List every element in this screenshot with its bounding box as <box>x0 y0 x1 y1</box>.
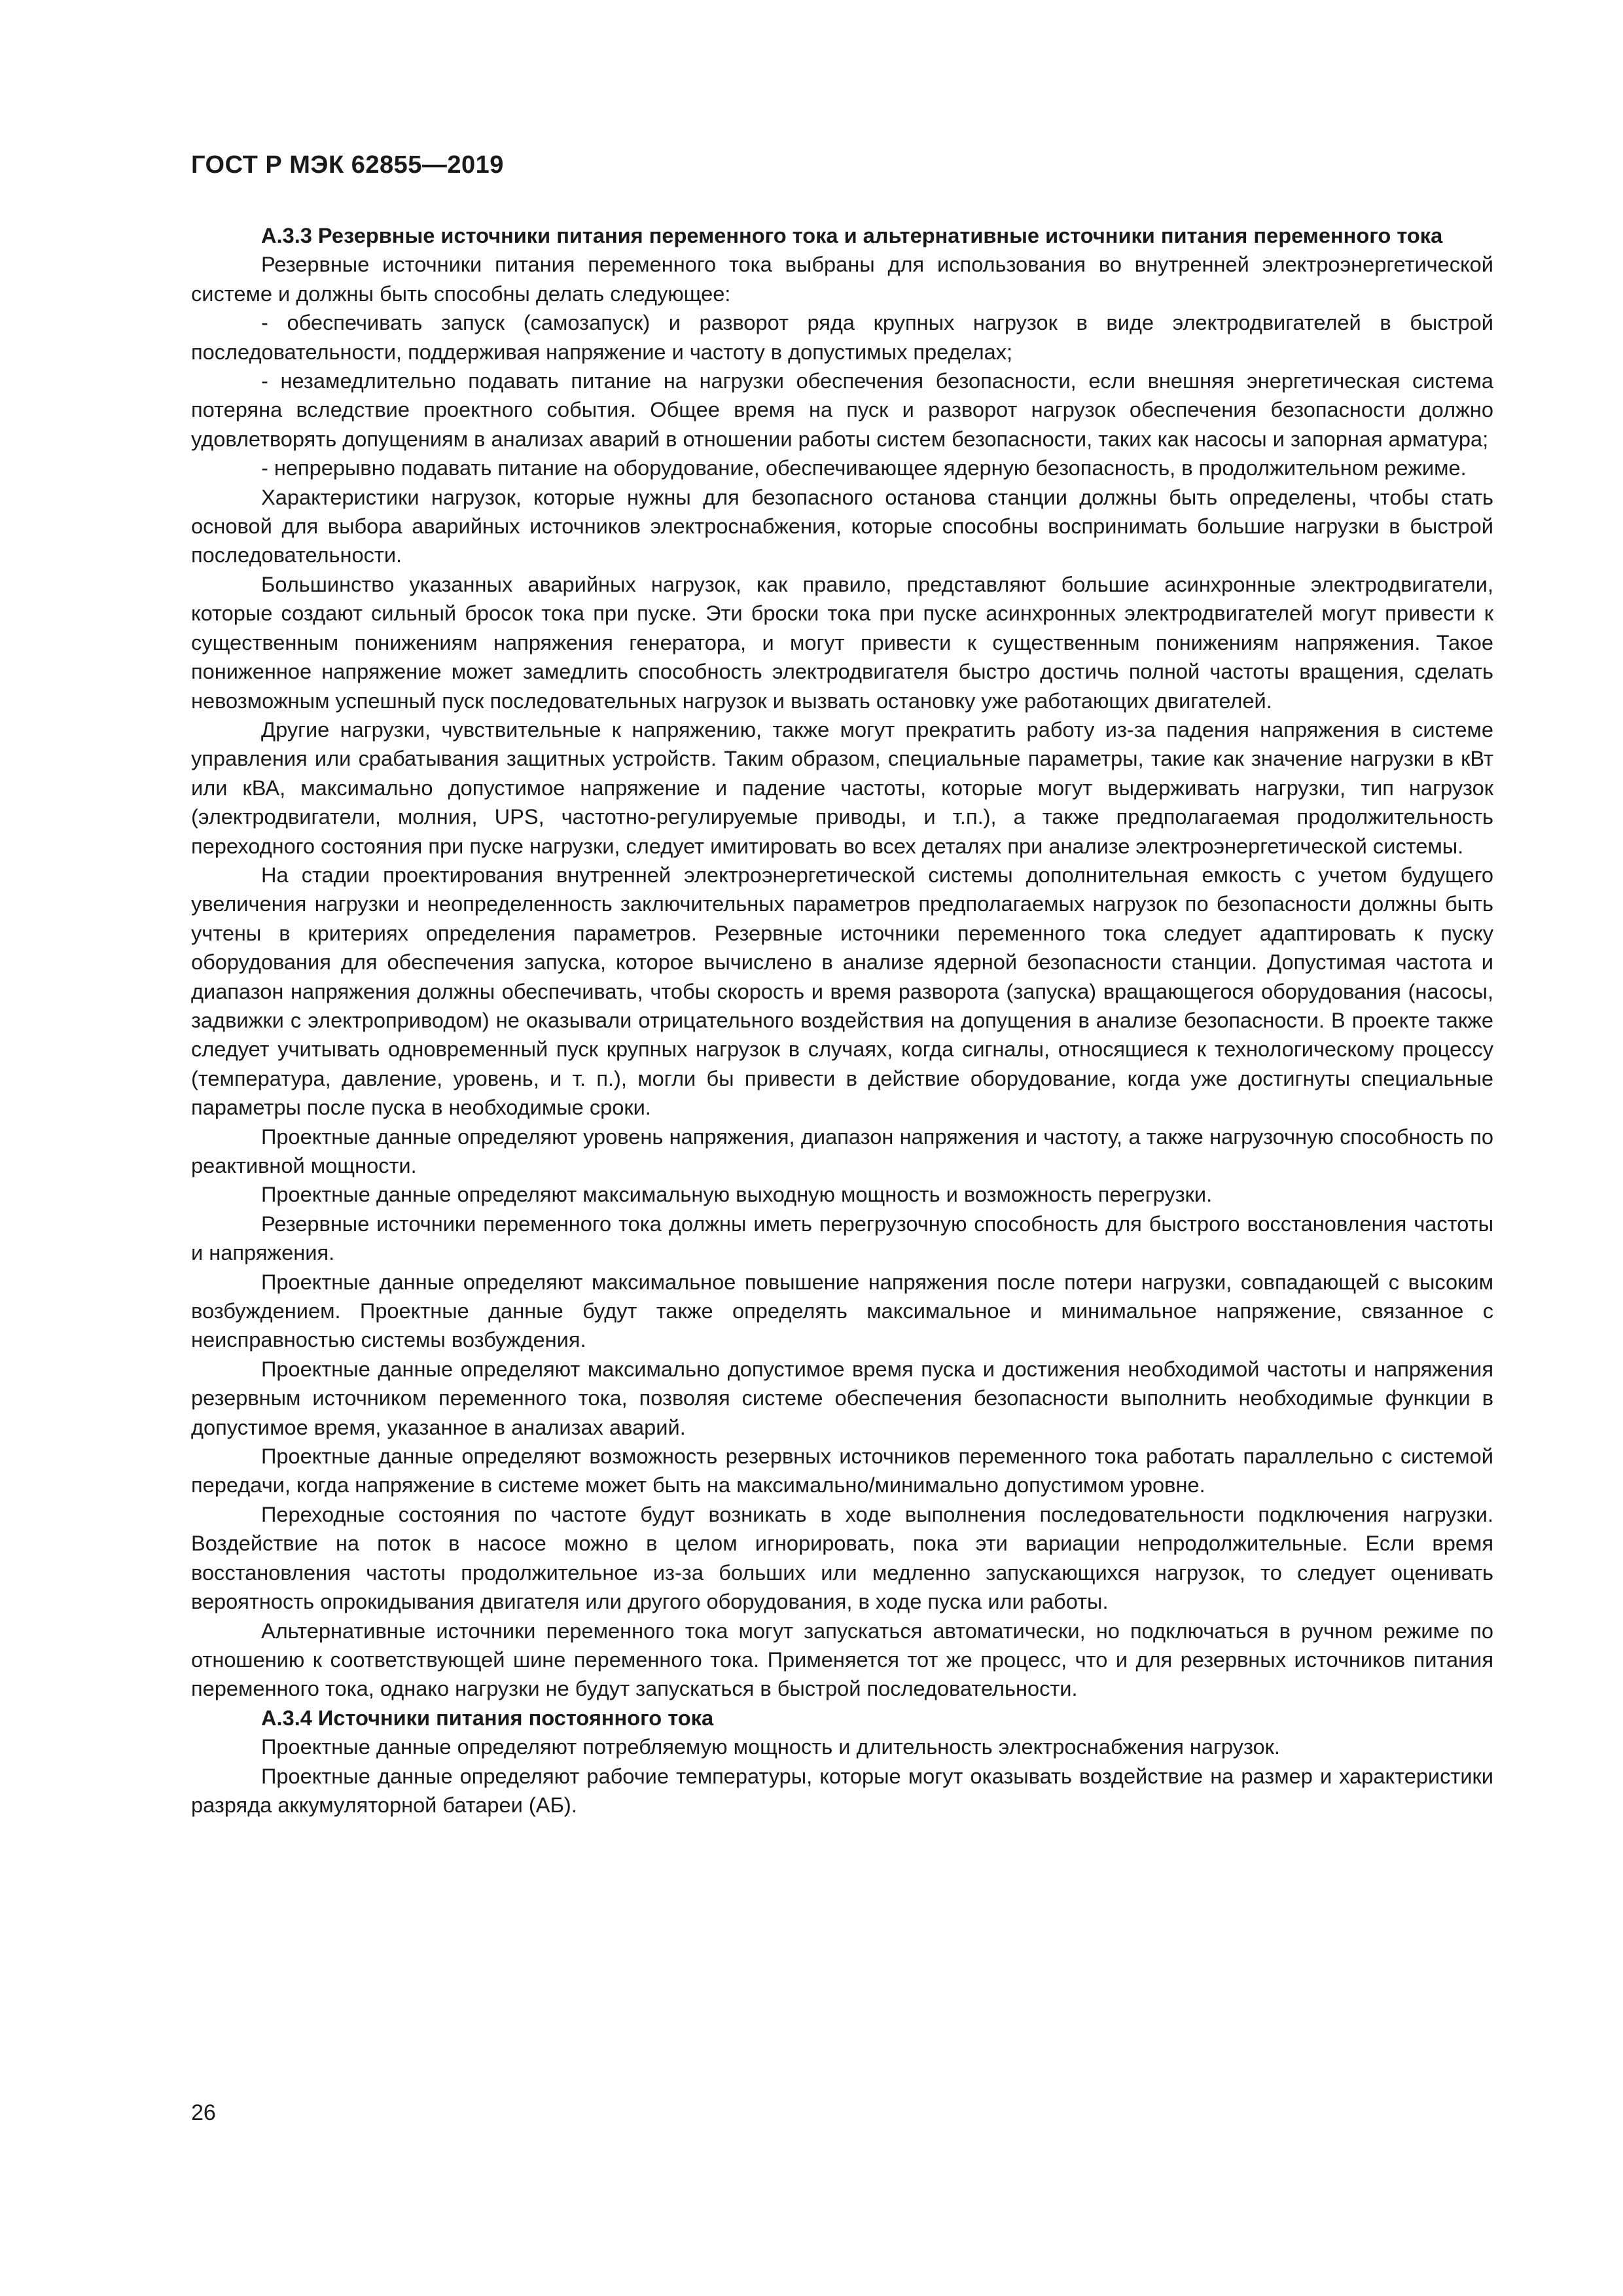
paragraph: Другие нагрузки, чувствительные к напряжению, также могут прекратить работу из-за падения напряжения в системе управления или срабатывания защитных устройств. Таким образом, специальные параметры, такие как значение нагрузки в кВт или кВА, максимально допустимое напряжение и падение частоты, которые могут выдерживать нагрузки, тип нагрузок (электродвигатели, молния, UPS, частотно-регулируемые приводы, и т.п.), а также предполагаемая продолжительность переходного состояния при пуске нагрузки, следует имитировать во всех деталях при анализе электроэнергетической системы. <box>191 717 1493 858</box>
document-body <box>191 221 1493 1820</box>
paragraph: На стадии проектирования внутренней электроэнергетической системы дополнительная емкость с учетом будущего увеличения нагрузки и неопределенность заключительных параметров предполагаемых нагрузок по безопасности должны быть учтены в критериях определения параметров. Резервные источники переменного тока следует адаптировать к пуску оборудования для обеспечения запуска, которое вычислено в анализе ядерной безопасности станции. Допустимая частота и диапазон напряжения должны обеспечивать, чтобы скорость и время разворота (запуска) вращающегося оборудования (насосы, задвижки с электроприводом) не оказывали отрицательного воздействия на допущения в анализе безопасности. В проекте также следует учитывать одновременный пуск крупных нагрузок в случаях, когда сигналы, относящиеся к технологическому процессу (температура, давление, уровень, и т. п.), могли бы привести в действие оборудование, когда уже достигнуты специальные параметры после пуска в необходимые сроки. <box>191 862 1493 1120</box>
page-number: 26 <box>191 2100 216 2125</box>
paragraph: Проектные данные определяют рабочие температуры, которые могут оказывать воздействие на размер и характеристики разряда аккумуляторной батареи (АБ). <box>191 1763 1493 1817</box>
paragraph: Характеристики нагрузок, которые нужны для безопасного останова станции должны быть определены, чтобы стать основой для выбора аварийных источников электроснабжения, которые способны воспринимать большие нагрузки в быстрой последовательности. <box>191 484 1493 567</box>
paragraph: Проектные данные определяют возможность резервных источников переменного тока работать параллельно с системой передачи, когда напряжение в системе может быть на максимально/минимально допустимом уровне. <box>191 1444 1493 1498</box>
paragraph: Проектные данные определяют уровень напряжения, диапазон напряжения и частоту, а также нагрузочную способность по реактивной мощности. <box>191 1124 1493 1177</box>
paragraph: Резервные источники переменного тока должны иметь перегрузочную способность для быстрого восстановления частоты и напряжения. <box>191 1211 1493 1265</box>
paragraph: Проектные данные определяют потребляемую мощность и длительность электроснабжения нагрузок. <box>261 1734 1280 1759</box>
list-item: - непрерывно подавать питание на оборудование, обеспечивающее ядерную безопасность, в продолжительном режиме. <box>261 456 1467 480</box>
paragraph: Проектные данные определяют максимальное повышение напряжения после потери нагрузки, совпадающей с высоким возбуждением. Проектные данные будут также определять максимальное и минимальное напряжение, связанное с неисправностью системы возбуждения. <box>191 1269 1493 1352</box>
paragraph: Большинство указанных аварийных нагрузок, как правило, представляют большие асинхронные электродвигатели, которые создают сильный бросок тока при пуске. Эти броски тока при пуске асинхронных электродвигателей могут привести к существенным понижениям напряжения генератора, и могут привести к существенным понижениям напряжения. Такое пониженное напряжение может замедлить способность электродвигателя быстро достичь полной частоты вращения, сделать невозможным успешный пуск последовательных нагрузок и вызвать остановку уже работающих двигателей. <box>191 571 1493 713</box>
paragraph: Проектные данные определяют максимальную выходную мощность и возможность перегрузки. <box>261 1182 1213 1207</box>
list-item: - незамедлительно подавать питание на нагрузки обеспечения безопасности, если внешняя энергетическая система потеряна вследствие проектного события. Общее время на пуск и разворот нагрузок обеспечения безопасности должно удовлетворять допущениям в анализах аварий в отношении работы систем безопасности, таких как насосы и запорная арматура; <box>191 368 1493 451</box>
section-heading-a33: А.3.3 Резервные источники питания переменного тока и альтернативные источники питания переменного тока <box>261 223 1443 247</box>
paragraph: Проектные данные определяют максимально допустимое время пуска и достижения необходимой частоты и напряжения резервным источником переменного тока, позволяя системе обеспечения безопасности выполнить необходимые функции в допустимое время, указанное в анализах аварий. <box>191 1356 1493 1439</box>
paragraph-intro: Резервные источники питания переменного тока выбраны для использования во внутренней электроэнергетической системе и должны быть способны делать следующее: <box>191 252 1493 306</box>
section-heading-a34: А.3.4 Источники питания постоянного тока <box>261 1705 714 1730</box>
list-item: - обеспечивать запуск (самозапуск) и разворот ряда крупных нагрузок в виде электродвигателей в быстрой последовательности, поддерживая напряжение и частоту в допустимых пределах; <box>191 310 1493 364</box>
document-header: ГОСТ Р МЭК 62855—2019 <box>191 151 504 179</box>
paragraph: Переходные состояния по частоте будут возникать в ходе выполнения последовательности подключения нагрузки. Воздействие на поток в насосе можно в целом игнорировать, пока эти вариации непродолжительные. Если время восстановления частоты продолжительное из-за больших или медленно запускающихся нагрузок, то следует оценивать вероятность опрокидывания двигателя или другого оборудования, в ходе пуска или работы. <box>191 1501 1493 1614</box>
paragraph: Альтернативные источники переменного тока могут запускаться автоматически, но подключаться в ручном режиме по отношению к соответствующей шине переменного тока. Применяется тот же процесс, что и для резервных источников питания переменного тока, однако нагрузки не будут запускаться в быстрой последовательности. <box>191 1618 1493 1701</box>
